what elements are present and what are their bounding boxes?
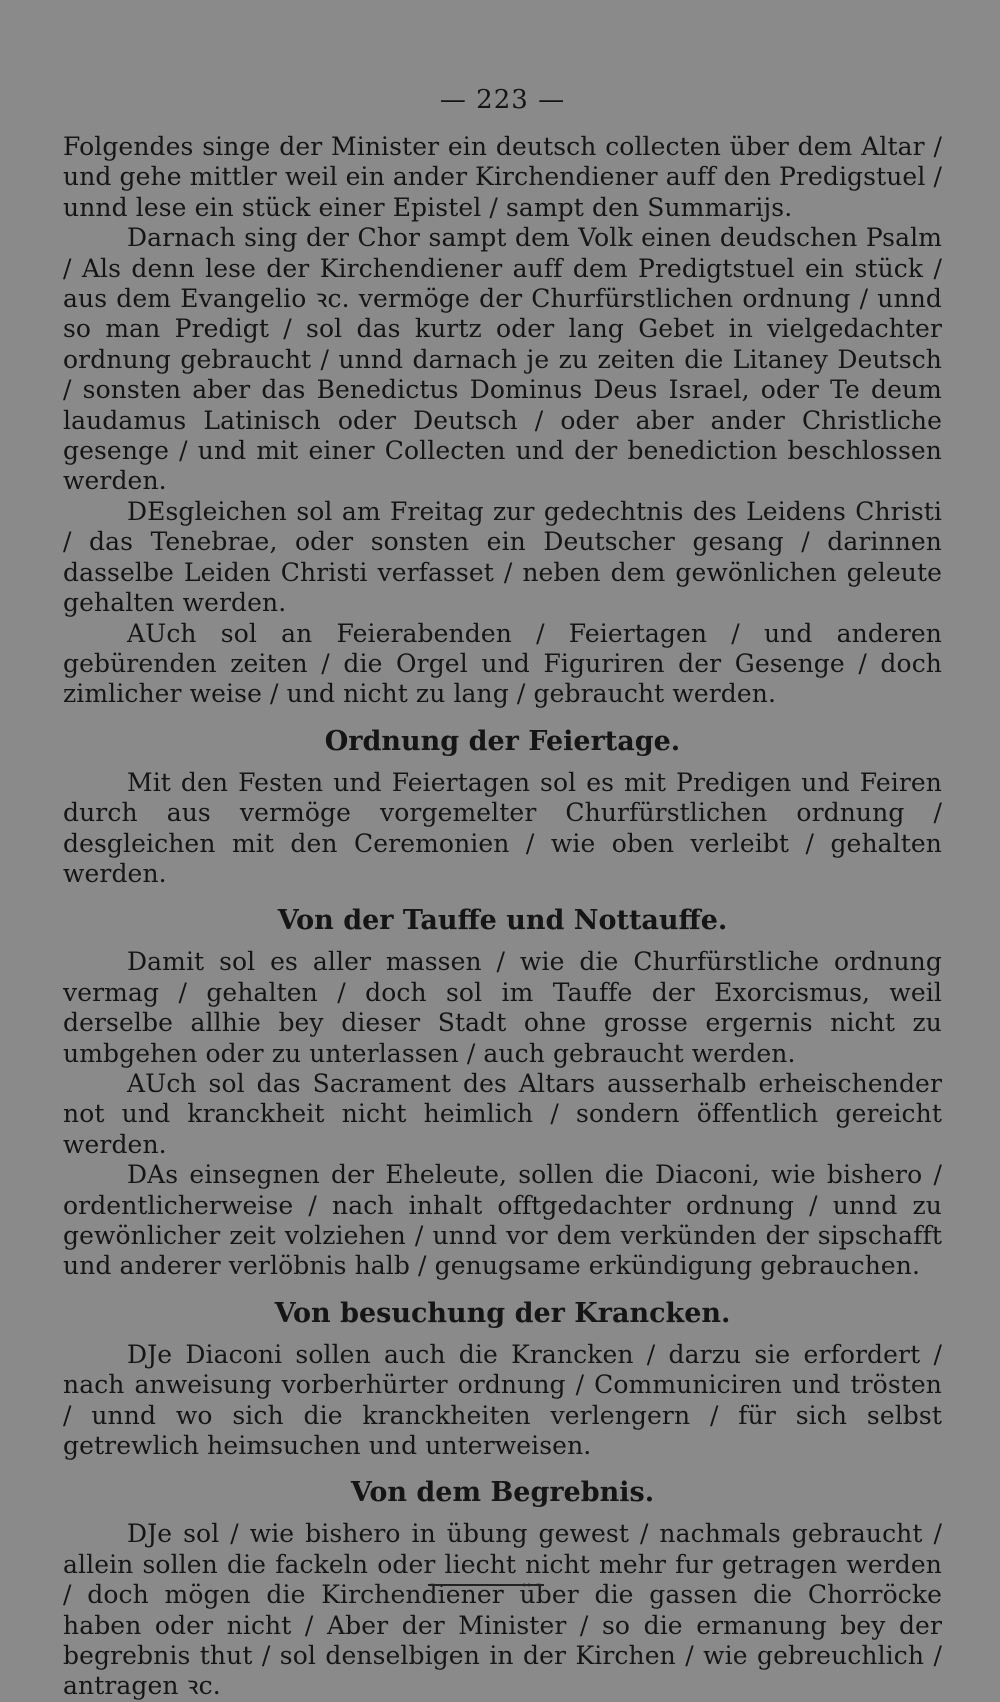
page-number: — 223 —: [439, 85, 566, 115]
section-heading: Von dem Begrebnis.: [350, 1477, 655, 1509]
paragraph: Damit sol es aller massen / wie die Churfürstliche ordnung vermag / gehalten / doch sol im Tauffe der Exorcismus, weil derselbe allhie bey dieser Stadt ohne grosse ergernis nicht zu umbgehen oder zu unterlassen / auch gebraucht werden.: [63, 947, 942, 1068]
section-heading: Von der Tauffe und Nottauffe.: [277, 905, 728, 937]
paragraph: Darnach sing der Chor sampt dem Volk einen deudschen Psalm / Als denn lese der Kirchendiener auff dem Predigtstuel ein stück / aus dem Evangelio ꝛc. vermöge der Churfürstlichen ordnung / unnd so man Predigt / sol das kurtz oder lang Gebet in vielgedachter ordnung gebraucht / unnd darnach je zu zeiten die Litaney Deutsch / sonsten aber das Benedictus Dominus Deus Israel, oder Te deum laudamus Latinisch oder Deutsch / oder aber ander Christliche gesenge / und mit einer Collecten und der benediction beschlossen werden.: [63, 223, 942, 496]
paragraph: Mit den Festen und Feiertagen sol es mit Predigen und Feiren durch aus vermöge vorgemelter Churfürstlichen ordnung / desgleichen mit den Ceremonien / wie oben verleibt / gehalten werden.: [63, 767, 942, 888]
paragraph: DEsgleichen sol am Freitag zur gedechtnis des Leidens Christi / das Tenebrae, oder sonsten ein Deutscher gesang / darinnen dasselbe Leiden Christi verfasset / neben dem gewönlichen geleute gehalten werden.: [63, 496, 942, 618]
section-heading: Von besuchung der Krancken.: [274, 1297, 731, 1329]
paragraph: DAs einsegnen der Eheleute, sollen die Diaconi, wie bishero / ordentlicherweise / nach inhalt offtgedachter ordnung / unnd zu gewönlicher zeit volziehen / unnd vor dem verkünden der sipschafft und anderer verlöbnis halb / genugsame erkündigung gebrauchen.: [63, 1160, 942, 1281]
paragraph: AUch sol das Sacrament des Altars ausserhalb erheischender not und kranckheit nicht heimlich / sondern öffentlich gereicht werden.: [63, 1068, 942, 1159]
paragraph: AUch sol an Feierabenden / Feiertagen / und anderen gebürenden zeiten / die Orgel und Figuriren der Gesenge / doch zimlicher weise / und nicht zu lang / gebraucht werden.: [63, 618, 942, 709]
paragraph: DJe sol / wie bishero in übung gewest / nachmals gebraucht / allein sollen die fackeln oder liecht nicht mehr fur getragen werden / doch mögen die Kirchendiener über die gassen die Chorröcke haben oder nicht / Aber der Minister / so die ermanung bey der begrebnis thut / sol denselbigen in der Kirchen / wie gebreuchlich / antragen ꝛc.: [63, 1519, 942, 1701]
paragraph: DJe Diaconi sollen auch die Krancken / darzu sie erfordert / nach anweisung vorberhürter ordnung / Communiciren und trösten / unnd wo sich die kranckheiten verlengern / für sich selbst getrewlich heimsuchen und unterweisen.: [63, 1339, 942, 1461]
paragraph: Folgendes singe der Minister ein deutsch collecten über dem Altar / und gehe mittler weil ein ander Kirchendiener auff den Predigstuel / unnd lese ein stück einer Epistel / sampt den Summarijs.: [63, 132, 942, 222]
end-divider: [428, 1584, 544, 1586]
section-heading: Ordnung der Feiertage.: [324, 725, 681, 757]
